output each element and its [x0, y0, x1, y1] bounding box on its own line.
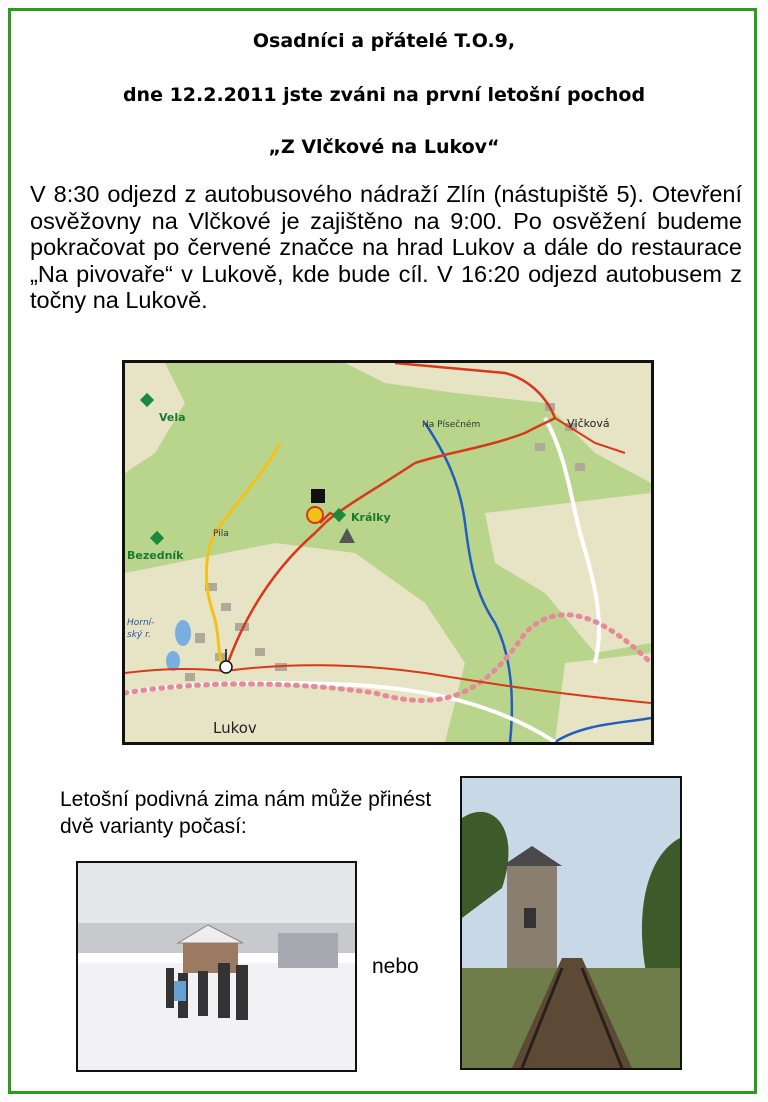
route-title: „Z Vlčkové na Lukov“: [268, 136, 500, 158]
date-heading: dne 12.2.2011 jste zváni na první letošní pochod: [122, 84, 646, 106]
label-lukov: Lukov: [213, 719, 257, 737]
castle-photo: [460, 776, 682, 1070]
label-kralky: Králky: [351, 511, 391, 524]
label-pila: Pila: [213, 529, 229, 539]
label-horni-1: Horní-: [127, 618, 155, 628]
label-na-pisecnem: Na Písečném: [422, 420, 481, 430]
label-vela: Vela: [159, 411, 186, 424]
route-map: [122, 360, 654, 745]
castle-icon: [311, 489, 325, 503]
label-bezednik: Bezedník: [127, 549, 184, 562]
label-vlckova: Vlčková: [567, 417, 610, 430]
church-icon: [220, 661, 232, 673]
pond: [175, 620, 191, 646]
weather-text: Letošní podivná zima nám může přinést dvě varianty počasí:: [60, 788, 432, 838]
greeting-heading: Osadníci a přátelé T.O.9,: [252, 30, 516, 52]
or-text: nebo: [372, 955, 419, 978]
label-horni-2: ský r.: [127, 630, 151, 640]
description-paragraph: V 8:30 odjezd z autobusového nádraží Zlín (nástupiště 5). Otevření osvěžovny na Vlčkové je zajištěno na 9:00. Po osvěžení budeme pokračovat po červené značce na hrad Lukov a dále do restaurace „Na pivovaře“ v Lukově, kde bude cíl. V 16:20 odjezd autobusem z točny na Lukově.: [30, 181, 742, 313]
snow-photo: [76, 861, 357, 1072]
viewpoint-icon: [307, 507, 323, 523]
pond: [166, 651, 180, 671]
